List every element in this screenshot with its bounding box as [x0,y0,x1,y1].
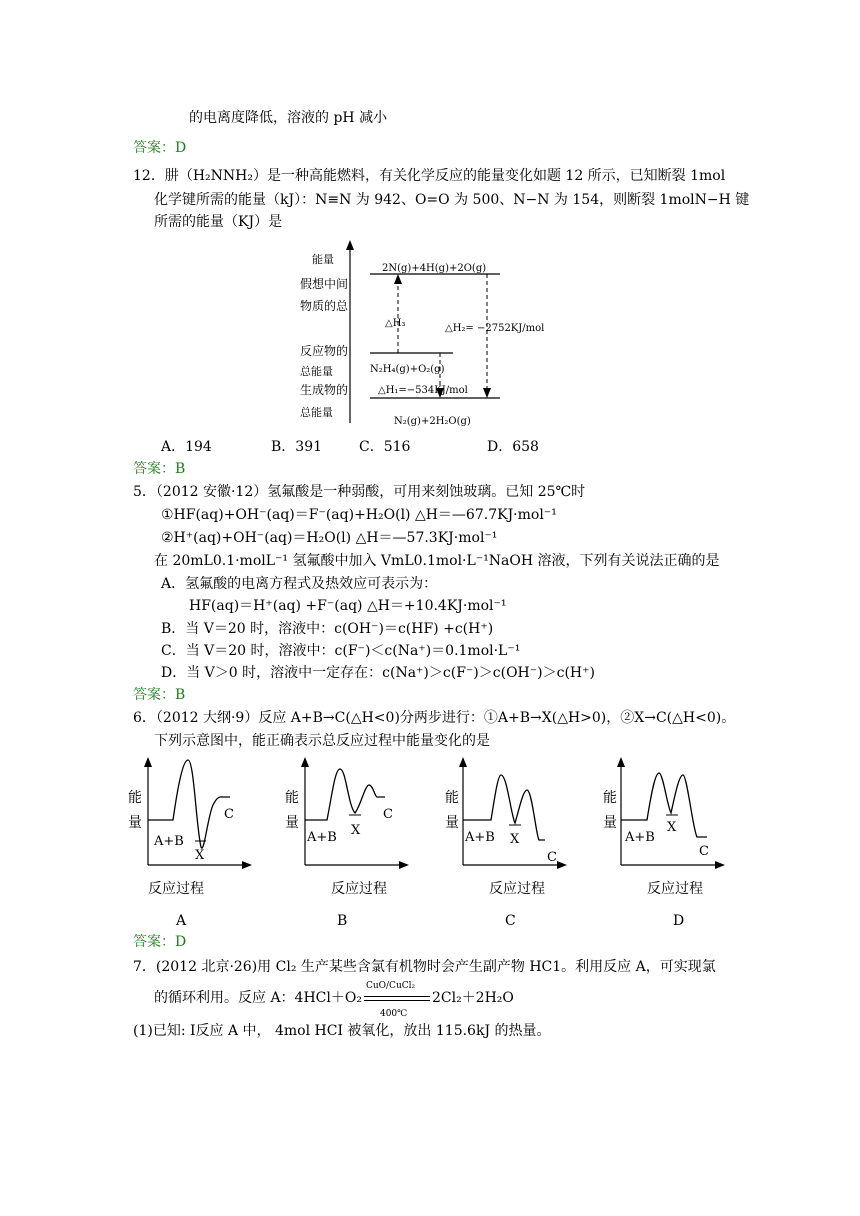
svg-text:量: 量 [285,815,299,831]
q12-line2: 化学键所需的能量（kJ）：N≡N 为 942、O=O 为 500、N−N 为 154，则断裂 1molN−H 键 [154,192,750,208]
svg-text:△H₂= −2752KJ/mol: △H₂= −2752KJ/mol [445,323,545,334]
q7-line2: 的循环利用。反应 A：4HCl＋O₂ CuO/CuCl₂ 400℃ 2Cl₂＋2H₂O [154,981,514,1019]
q5-option-b: B．当 V＝20 时，溶液中：c(OH⁻)＝c(HF) +c(H⁺) [161,621,494,637]
q7-line1: 7．(2012 北京·26)用 Cl₂ 生产某些含氯有机物时会产生副产物 HC1。利用反应 A，可实现氯 [133,959,716,975]
q12-option-c: C．516 [359,439,411,455]
y-arrow-icon [301,757,309,767]
svg-text:C: C [383,807,393,822]
svg-text:A: A [176,913,187,929]
continued-text: 的电离度降低，溶液的 pH 减小 [189,110,388,126]
svg-text:A+B: A+B [465,830,495,845]
svg-text:量: 量 [603,815,617,831]
q5-option-d: D．当 V＞0 时，溶液中一定存在：c(Na⁺)＞c(F⁻)＞c(OH⁻)＞c(H⁺) [161,665,595,681]
svg-text:能: 能 [128,790,142,806]
y-arrow-icon [459,757,467,767]
q5-eq2: ②H⁺(aq)+OH⁻(aq)＝H₂O(l) △H＝—57.3KJ·mol⁻¹ [161,530,498,546]
energy-diagram [290,238,545,428]
q12-option-d: D．658 [487,439,539,455]
svg-text:B: B [337,913,348,929]
answer-label: 答案：D [133,934,187,950]
svg-text:能: 能 [603,790,617,806]
x-arrow-icon [715,861,725,869]
y-arrow-icon [617,757,625,767]
svg-text:能: 能 [445,790,459,806]
x-arrow-icon [557,861,567,869]
svg-text:C: C [699,844,709,859]
svg-text:反应过程: 反应过程 [331,881,387,897]
product-species: N₂(g)+2H₂O(g) [394,416,471,427]
q12-line1: 12．肼（H₂NNH₂）是一种高能燃料，有关化学反应的能量变化如题 12 所示，已知断裂 1mol [133,168,726,184]
diagram-ylabel: 能量 [312,253,334,266]
svg-text:量: 量 [445,815,459,831]
reaction-arrow: CuO/CuCl₂ 400℃ [362,988,432,1008]
svg-text:A+B: A+B [307,830,337,845]
svg-text:生成物的: 生成物的 [300,383,349,397]
q5-eq1: ①HF(aq)+OH⁻(aq)＝F⁻(aq)+H₂O(l) △H＝—67.7KJ·mol⁻¹ [161,507,557,523]
answer-label: 答案：D [133,140,187,156]
svg-text:反应过程: 反应过程 [489,881,545,897]
q12-option-b: B．391 [271,439,323,455]
svg-text:物质的总: 物质的总 [300,299,349,313]
svg-text:X: X [195,848,205,863]
energy-chart-a [128,755,258,930]
reactant-species: N₂H₄(g)+O₂(g) [370,364,445,375]
svg-text:反应过程: 反应过程 [647,881,703,897]
svg-text:A+B: A+B [154,834,184,849]
svg-text:C: C [505,913,516,929]
svg-text:反应过程: 反应过程 [148,881,204,897]
q6-line2: 下列示意图中，能正确表示总反应过程中能量变化的是 [154,733,490,749]
svg-text:△H₃: △H₃ [385,318,406,329]
energy-chart-c [443,755,583,930]
svg-text:A+B: A+B [625,830,655,845]
energy-chart-b [285,755,415,930]
svg-text:△H₁=−534KJ/mol: △H₁=−534KJ/mol [378,385,468,396]
q12-line3: 所需的能量（KJ）是 [154,214,283,230]
svg-text:X: X [510,832,520,847]
svg-text:假想中间: 假想中间 [300,277,349,291]
q5-option-a-eq: HF(aq)＝H⁺(aq) +F⁻(aq) △H＝+10.4KJ·mol⁻¹ [189,598,507,614]
svg-text:总能量: 总能量 [300,365,333,378]
x-arrow-icon [399,861,409,869]
svg-text:C: C [547,850,557,865]
q7-line3: (1)已知: Ⅰ反应 A 中， 4mol HCI 被氧化，放出 115.6kJ 的热量。 [133,1023,551,1039]
x-arrow-icon [242,861,252,869]
q6-line1: 6．（2012 大纲·9）反应 A+B→C(△H<0)分两步进行：①A+B→X(△H>0)，②X→C(△H<0)。 [133,710,736,726]
y-arrow-icon [144,757,152,767]
answer-label: 答案：B [133,687,186,703]
top-species: 2N(g)+4H(g)+2O(g) [382,263,487,274]
svg-text:能: 能 [285,790,299,806]
q12-option-a: A．194 [161,439,212,455]
q5-line2: 在 20mL0.1·molL⁻¹ 氢氟酸中加入 VmL0.1mol·L⁻¹NaOH 溶液，下列有关说法正确的是 [154,553,720,569]
svg-text:X: X [667,820,677,835]
svg-text:D: D [673,913,685,929]
svg-text:X: X [351,823,361,838]
axis-arrow-icon [346,240,354,250]
q5-line1: 5．（2012 安徽·12）氢氟酸是一种弱酸，可用来刻蚀玻璃。已知 25℃时 [133,484,586,500]
q5-option-a: A．氢氟酸的电离方程式及热效应可表示为： [161,576,438,592]
svg-text:总能量: 总能量 [300,406,333,419]
energy-chart-d [601,755,741,930]
q5-option-c: C．当 V＝20 时，溶液中：c(F⁻)＜c(Na⁺)＝0.1mol·L⁻¹ [161,643,521,659]
answer-label: 答案：B [133,461,186,477]
svg-text:C: C [224,807,234,822]
svg-text:反应物的: 反应物的 [300,344,349,358]
svg-text:量: 量 [128,815,142,831]
